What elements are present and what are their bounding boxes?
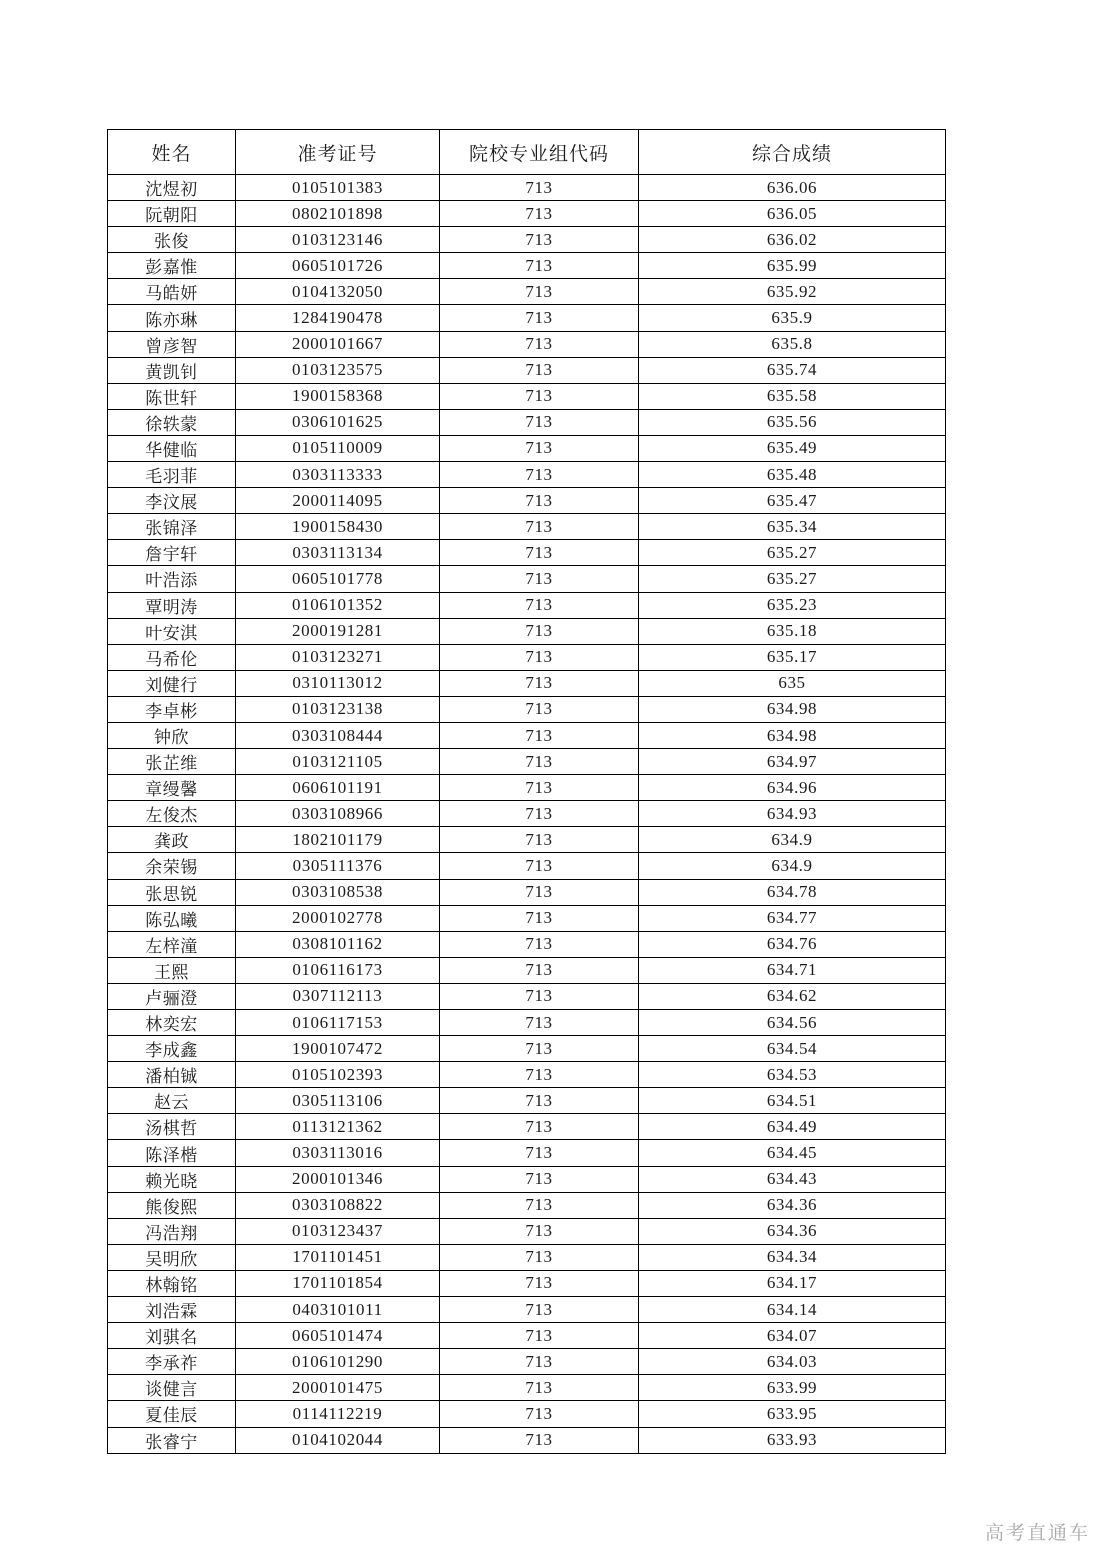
- cell-name: 马皓妍: [108, 279, 236, 305]
- cell-exam: 0303108966: [236, 801, 440, 827]
- cell-name: 刘骐名: [108, 1323, 236, 1349]
- cell-exam: 2000101346: [236, 1166, 440, 1192]
- table-row: [108, 435, 946, 461]
- cell-group: 713: [440, 931, 639, 957]
- cell-group: 713: [440, 1166, 639, 1192]
- cell-group: 713: [440, 279, 639, 305]
- table-row: [108, 1062, 946, 1088]
- cell-group: 713: [440, 592, 639, 618]
- cell-group: 713: [440, 201, 639, 227]
- table-body: [108, 175, 946, 1454]
- cell-name: 潘柏铖: [108, 1062, 236, 1088]
- cell-score: 635.27: [639, 540, 946, 566]
- cell-name: 华健临: [108, 435, 236, 461]
- cell-exam: 0605101474: [236, 1323, 440, 1349]
- cell-name: 龚政: [108, 827, 236, 853]
- column-header-major-group-code: 院校专业组代码: [440, 130, 639, 175]
- cell-exam: 0105101383: [236, 175, 440, 201]
- cell-exam: 0303113333: [236, 462, 440, 488]
- cell-exam: 0305113106: [236, 1088, 440, 1114]
- table-row: [108, 670, 946, 696]
- cell-exam: 0114112219: [236, 1401, 440, 1427]
- cell-score: 635.58: [639, 383, 946, 409]
- table-row: [108, 775, 946, 801]
- table-row: [108, 1270, 946, 1296]
- cell-group: 713: [440, 696, 639, 722]
- cell-exam: 0103123437: [236, 1218, 440, 1244]
- cell-name: 毛羽菲: [108, 462, 236, 488]
- cell-name: 张思锐: [108, 879, 236, 905]
- cell-group: 713: [440, 1036, 639, 1062]
- cell-name: 覃明涛: [108, 592, 236, 618]
- cell-score: 635.8: [639, 331, 946, 357]
- cell-score: 634.96: [639, 775, 946, 801]
- cell-group: 713: [440, 1088, 639, 1114]
- table-row: [108, 1401, 946, 1427]
- cell-exam: 0113121362: [236, 1114, 440, 1140]
- cell-exam: 0303108444: [236, 722, 440, 748]
- column-header-total-score: 综合成绩: [639, 130, 946, 175]
- cell-group: 713: [440, 801, 639, 827]
- cell-exam: 0303113016: [236, 1140, 440, 1166]
- cell-exam: 0106117153: [236, 1010, 440, 1036]
- cell-score: 636.05: [639, 201, 946, 227]
- cell-score: 634.36: [639, 1218, 946, 1244]
- cell-group: 713: [440, 1375, 639, 1401]
- table-row: [108, 931, 946, 957]
- cell-exam: 0310113012: [236, 670, 440, 696]
- cell-group: 713: [440, 514, 639, 540]
- cell-exam: 1701101854: [236, 1270, 440, 1296]
- cell-exam: 1802101179: [236, 827, 440, 853]
- table-row: [108, 696, 946, 722]
- cell-exam: 0303108538: [236, 879, 440, 905]
- table-row: [108, 1218, 946, 1244]
- cell-group: 713: [440, 1140, 639, 1166]
- cell-name: 林奕宏: [108, 1010, 236, 1036]
- cell-score: 635.9: [639, 305, 946, 331]
- cell-exam: 0104102044: [236, 1427, 440, 1453]
- table-row: [108, 305, 946, 331]
- cell-score: 634.34: [639, 1244, 946, 1270]
- cell-score: 634.78: [639, 879, 946, 905]
- cell-group: 713: [440, 1010, 639, 1036]
- cell-name: 李成鑫: [108, 1036, 236, 1062]
- cell-name: 钟欣: [108, 722, 236, 748]
- cell-exam: 0106116173: [236, 957, 440, 983]
- table-row: [108, 488, 946, 514]
- cell-group: 713: [440, 905, 639, 931]
- cell-name: 彭嘉惟: [108, 253, 236, 279]
- cell-score: 634.56: [639, 1010, 946, 1036]
- table-row: [108, 1036, 946, 1062]
- table-row: [108, 227, 946, 253]
- table-row: [108, 201, 946, 227]
- cell-group: 713: [440, 383, 639, 409]
- cell-name: 张俊: [108, 227, 236, 253]
- cell-exam: 0103123146: [236, 227, 440, 253]
- cell-exam: 0308101162: [236, 931, 440, 957]
- cell-score: 635.99: [639, 253, 946, 279]
- cell-exam: 2000191281: [236, 618, 440, 644]
- cell-name: 詹宇轩: [108, 540, 236, 566]
- cell-name: 陈世轩: [108, 383, 236, 409]
- table-row: [108, 175, 946, 201]
- cell-score: 634.17: [639, 1270, 946, 1296]
- admission-score-table: [107, 129, 946, 1454]
- cell-group: 713: [440, 957, 639, 983]
- cell-exam: 1900107472: [236, 1036, 440, 1062]
- cell-score: 636.02: [639, 227, 946, 253]
- cell-score: 635.34: [639, 514, 946, 540]
- cell-score: 634.93: [639, 801, 946, 827]
- cell-score: 635.47: [639, 488, 946, 514]
- cell-exam: 0106101352: [236, 592, 440, 618]
- cell-name: 左俊杰: [108, 801, 236, 827]
- cell-name: 章缦馨: [108, 775, 236, 801]
- cell-exam: 0303113134: [236, 540, 440, 566]
- cell-score: 634.9: [639, 853, 946, 879]
- table-row: [108, 879, 946, 905]
- cell-name: 张芷维: [108, 749, 236, 775]
- cell-group: 713: [440, 775, 639, 801]
- cell-name: 夏佳辰: [108, 1401, 236, 1427]
- cell-exam: 2000102778: [236, 905, 440, 931]
- cell-name: 余荣锡: [108, 853, 236, 879]
- table-row: [108, 801, 946, 827]
- cell-score: 635.27: [639, 566, 946, 592]
- cell-name: 李卓彬: [108, 696, 236, 722]
- table-row: [108, 592, 946, 618]
- cell-score: 634.07: [639, 1323, 946, 1349]
- cell-name: 陈亦琳: [108, 305, 236, 331]
- table-row: [108, 983, 946, 1009]
- cell-name: 汤棋哲: [108, 1114, 236, 1140]
- cell-group: 713: [440, 1114, 639, 1140]
- cell-name: 徐轶蒙: [108, 409, 236, 435]
- cell-score: 634.49: [639, 1114, 946, 1140]
- table-row: [108, 749, 946, 775]
- cell-group: 713: [440, 1323, 639, 1349]
- cell-name: 刘浩霖: [108, 1297, 236, 1323]
- cell-score: 635.48: [639, 462, 946, 488]
- cell-group: 713: [440, 175, 639, 201]
- cell-name: 陈泽楷: [108, 1140, 236, 1166]
- cell-score: 634.14: [639, 1297, 946, 1323]
- column-header-exam-number: 准考证号: [236, 130, 440, 175]
- cell-name: 冯浩翔: [108, 1218, 236, 1244]
- table-row: [108, 1140, 946, 1166]
- cell-exam: 0605101726: [236, 253, 440, 279]
- cell-exam: 0307112113: [236, 983, 440, 1009]
- cell-group: 713: [440, 983, 639, 1009]
- cell-name: 左梓潼: [108, 931, 236, 957]
- cell-score: 635.56: [639, 409, 946, 435]
- cell-name: 赖光晓: [108, 1166, 236, 1192]
- cell-exam: 0103121105: [236, 749, 440, 775]
- cell-group: 713: [440, 462, 639, 488]
- table-row: [108, 357, 946, 383]
- cell-exam: 1284190478: [236, 305, 440, 331]
- cell-group: 713: [440, 409, 639, 435]
- cell-score: 634.9: [639, 827, 946, 853]
- cell-score: 633.99: [639, 1375, 946, 1401]
- cell-group: 713: [440, 644, 639, 670]
- cell-name: 李承祚: [108, 1349, 236, 1375]
- cell-score: 635.17: [639, 644, 946, 670]
- cell-exam: 0103123575: [236, 357, 440, 383]
- cell-group: 713: [440, 331, 639, 357]
- table-row: [108, 1375, 946, 1401]
- column-header-name: 姓名: [108, 130, 236, 175]
- cell-score: 633.93: [639, 1427, 946, 1453]
- cell-exam: 0306101625: [236, 409, 440, 435]
- cell-group: 713: [440, 227, 639, 253]
- cell-exam: 0103123138: [236, 696, 440, 722]
- cell-score: 634.54: [639, 1036, 946, 1062]
- cell-group: 713: [440, 1062, 639, 1088]
- cell-group: 713: [440, 357, 639, 383]
- table-header-row: [108, 130, 946, 175]
- table-row: [108, 1010, 946, 1036]
- cell-name: 马希伦: [108, 644, 236, 670]
- cell-group: 713: [440, 1297, 639, 1323]
- cell-name: 叶安淇: [108, 618, 236, 644]
- cell-group: 713: [440, 853, 639, 879]
- table-row: [108, 540, 946, 566]
- cell-score: 634.62: [639, 983, 946, 1009]
- cell-group: 713: [440, 253, 639, 279]
- cell-score: 634.51: [639, 1088, 946, 1114]
- table-row: [108, 827, 946, 853]
- cell-name: 叶浩添: [108, 566, 236, 592]
- table-row: [108, 1088, 946, 1114]
- table-row: [108, 566, 946, 592]
- table-row: [108, 409, 946, 435]
- cell-group: 713: [440, 1218, 639, 1244]
- table-row: [108, 279, 946, 305]
- cell-name: 张锦泽: [108, 514, 236, 540]
- cell-name: 沈煜初: [108, 175, 236, 201]
- table-row: [108, 1349, 946, 1375]
- table-header: [108, 130, 946, 175]
- cell-group: 713: [440, 618, 639, 644]
- table-row: [108, 618, 946, 644]
- cell-exam: 0305111376: [236, 853, 440, 879]
- cell-exam: 0605101778: [236, 566, 440, 592]
- cell-score: 634.43: [639, 1166, 946, 1192]
- table-row: [108, 383, 946, 409]
- table-row: [108, 1427, 946, 1453]
- table-row: [108, 644, 946, 670]
- cell-group: 713: [440, 1349, 639, 1375]
- cell-score: 633.95: [639, 1401, 946, 1427]
- table-row: [108, 331, 946, 357]
- cell-group: 713: [440, 670, 639, 696]
- cell-score: 634.36: [639, 1192, 946, 1218]
- cell-score: 634.98: [639, 722, 946, 748]
- table-row: [108, 514, 946, 540]
- cell-group: 713: [440, 1427, 639, 1453]
- cell-score: 634.71: [639, 957, 946, 983]
- table-row: [108, 905, 946, 931]
- cell-group: 713: [440, 1270, 639, 1296]
- cell-exam: 0802101898: [236, 201, 440, 227]
- table-row: [108, 1323, 946, 1349]
- cell-score: 636.06: [639, 175, 946, 201]
- cell-group: 713: [440, 749, 639, 775]
- cell-score: 634.45: [639, 1140, 946, 1166]
- cell-score: 634.03: [639, 1349, 946, 1375]
- cell-name: 陈弘曦: [108, 905, 236, 931]
- watermark: 高考直通车: [984, 1523, 1090, 1544]
- cell-score: 634.97: [639, 749, 946, 775]
- cell-score: 635.18: [639, 618, 946, 644]
- cell-name: 张睿宁: [108, 1427, 236, 1453]
- cell-exam: 1701101451: [236, 1244, 440, 1270]
- cell-exam: 0106101290: [236, 1349, 440, 1375]
- cell-name: 黄凯钊: [108, 357, 236, 383]
- cell-name: 熊俊熙: [108, 1192, 236, 1218]
- cell-name: 李汶展: [108, 488, 236, 514]
- table-row: [108, 462, 946, 488]
- cell-score: 634.77: [639, 905, 946, 931]
- cell-score: 634.53: [639, 1062, 946, 1088]
- cell-score: 634.98: [639, 696, 946, 722]
- cell-group: 713: [440, 435, 639, 461]
- table-row: [108, 1297, 946, 1323]
- cell-exam: 0105110009: [236, 435, 440, 461]
- table-row: [108, 722, 946, 748]
- table-row: [108, 1244, 946, 1270]
- cell-score: 635.49: [639, 435, 946, 461]
- cell-exam: 2000114095: [236, 488, 440, 514]
- table-row: [108, 1166, 946, 1192]
- cell-exam: 0105102393: [236, 1062, 440, 1088]
- cell-name: 谈健言: [108, 1375, 236, 1401]
- cell-exam: 0403101011: [236, 1297, 440, 1323]
- cell-exam: 1900158368: [236, 383, 440, 409]
- cell-exam: 1900158430: [236, 514, 440, 540]
- cell-group: 713: [440, 879, 639, 905]
- table-row: [108, 253, 946, 279]
- cell-group: 713: [440, 1192, 639, 1218]
- cell-exam: 0606101191: [236, 775, 440, 801]
- cell-exam: 2000101475: [236, 1375, 440, 1401]
- cell-name: 王熙: [108, 957, 236, 983]
- cell-name: 吴明欣: [108, 1244, 236, 1270]
- cell-group: 713: [440, 1401, 639, 1427]
- cell-group: 713: [440, 1244, 639, 1270]
- cell-exam: 0303108822: [236, 1192, 440, 1218]
- cell-exam: 0103123271: [236, 644, 440, 670]
- cell-name: 赵云: [108, 1088, 236, 1114]
- cell-score: 634.76: [639, 931, 946, 957]
- cell-group: 713: [440, 540, 639, 566]
- cell-score: 635: [639, 670, 946, 696]
- cell-group: 713: [440, 305, 639, 331]
- cell-group: 713: [440, 827, 639, 853]
- table-row: [108, 853, 946, 879]
- cell-group: 713: [440, 488, 639, 514]
- cell-group: 713: [440, 566, 639, 592]
- table-row: [108, 957, 946, 983]
- cell-exam: 0104132050: [236, 279, 440, 305]
- cell-name: 曾彦智: [108, 331, 236, 357]
- cell-score: 635.74: [639, 357, 946, 383]
- cell-exam: 2000101667: [236, 331, 440, 357]
- cell-group: 713: [440, 722, 639, 748]
- cell-name: 刘健行: [108, 670, 236, 696]
- table-row: [108, 1192, 946, 1218]
- table-row: [108, 1114, 946, 1140]
- cell-name: 阮朝阳: [108, 201, 236, 227]
- cell-score: 635.23: [639, 592, 946, 618]
- cell-score: 635.92: [639, 279, 946, 305]
- cell-name: 林翰铭: [108, 1270, 236, 1296]
- cell-name: 卢骊澄: [108, 983, 236, 1009]
